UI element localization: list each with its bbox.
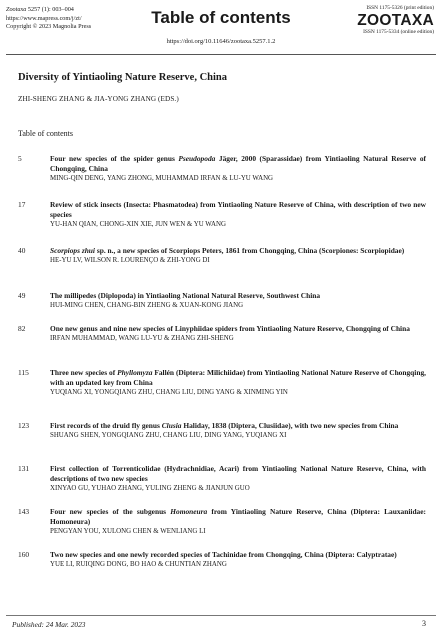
entry-authors: HE-YU LV, WILSON R. LOURENÇO & ZHI-YONG DI — [50, 256, 210, 264]
journal-info — [6, 6, 136, 32]
page-title: Table of contents — [151, 8, 291, 27]
volume-title: Diversity of Yintiaoling Nature Reserve, China — [18, 72, 228, 83]
copyright: Copyright © 2023 Magnolia Press — [6, 23, 92, 31]
entry-title: Two new species and one newly recorded species of Tachinidae from Chongqing, China (Diptera: Calyptratae) — [50, 550, 397, 559]
issn-online: ISSN 1175-5334 (online edition) — [363, 29, 434, 35]
entry-title: Four new species of the spider genus Pseudopoda Jäger, 2000 (Sparassidae) from Yintiaoling Natural Reserve of Chongqing, China — [50, 154, 426, 173]
zootaxa-logo: ZOOTAXA — [357, 12, 434, 29]
entry-page: 5 — [18, 154, 22, 163]
entry-title: First records of the druid fly genus Clusia Haliday, 1838 (Diptera, Clusiidae), with two new species from China — [50, 421, 399, 430]
footer-divider — [6, 615, 436, 616]
entry-authors: YU-HAN QIAN, CHONG-XIN XIE, JUN WEN & YU WANG — [50, 220, 226, 228]
doi-link[interactable]: https://doi.org/10.11646/zootaxa.5257.1.2 — [166, 38, 276, 45]
entry-title: Review of stick insects (Insecta: Phasmatodea) from Yintiaoling Nature Reserve of China, with description of two new species — [50, 200, 426, 219]
entry-page: 123 — [18, 421, 30, 430]
toc-heading: Table of contents — [18, 129, 73, 138]
published-date: Published: 24 Mar. 2023 — [12, 620, 86, 629]
entry-authors: SHUANG SHEN, YONGQIANG ZHU, CHANG LIU, DING YANG, YUQIANG XI — [50, 431, 287, 439]
entry-title: Three new species of Phyllomyza Fallén (Diptera: Milichiidae) from Yintiaoling National Nature Reserve of Chongqing, with an updated key from China — [50, 368, 426, 387]
entry-authors: YUQIANG XI, YONGQIANG ZHU, CHANG LIU, DING YANG & XINMING YIN — [50, 388, 288, 396]
entry-page: 160 — [18, 550, 30, 559]
journal-citation: Zootaxa 5257 (1): 003–004 — [6, 6, 74, 13]
header-center — [120, 8, 322, 45]
toc-entry[interactable] — [18, 421, 426, 440]
entry-page: 40 — [18, 246, 26, 255]
toc-entry[interactable] — [18, 368, 426, 397]
entry-page: 143 — [18, 507, 30, 516]
entry-authors: HUI-MING CHEN, CHANG-BIN ZHENG & XUAN-KONG JIANG — [50, 301, 244, 309]
entry-title: Scorpiops zhui sp. n., a new species of Scorpiops Peters, 1861 from Chongqing, China (Scorpiones: Scorpiopidae) — [50, 246, 405, 255]
journal-name: Zootaxa — [6, 6, 27, 13]
entry-title: First collection of Torrenticolidae (Hydrachnidiae, Acari) from Yintiaoling National Nature Reserve, China, with descriptions of two new species — [50, 464, 426, 483]
entry-page: 17 — [18, 200, 26, 209]
toc-entry[interactable] — [18, 507, 426, 536]
entry-authors: YUE LI, RUIQING DONG, BO HAO & CHUNTIAN ZHANG — [50, 560, 227, 568]
issn-print: ISSN 1175-5326 (print edition) — [366, 5, 434, 11]
journal-url[interactable]: https://www.mapress.com/j/zt/ — [6, 14, 82, 22]
entry-title: Four new species of the subgenus Homoneura from Yintiaoling Nature Reserve, China (Diptera: Lauxaniidae: Homoneura) — [50, 507, 426, 526]
toc-entry[interactable] — [18, 464, 426, 493]
entry-page: 49 — [18, 291, 26, 300]
entry-title: The millipedes (Diplopoda) in Yintiaoling National Natural Reserve, Southwest China — [50, 291, 321, 300]
entry-page: 131 — [18, 464, 30, 473]
toc-entry[interactable] — [18, 291, 426, 310]
entry-authors: IRFAN MUHAMMAD, WANG LU-YU & ZHANG ZHI-SHENG — [50, 334, 234, 342]
toc-entry[interactable] — [18, 550, 426, 569]
header-divider — [6, 54, 436, 55]
toc-entry[interactable] — [18, 324, 426, 343]
entry-authors: PENGYAN YOU, XULONG CHEN & WENLIANG LI — [50, 527, 206, 535]
entry-authors: MING-QIN DENG, YANG ZHONG, MUHAMMAD IRFAN & LU-YU WANG — [50, 174, 274, 182]
volume-editors: ZHI-SHENG ZHANG & JIA-YONG ZHANG (EDS.) — [18, 95, 179, 103]
entry-page: 115 — [18, 368, 29, 377]
entry-authors: XINYAO GU, YUHAO ZHANG, YULING ZHENG & JIANJUN GUO — [50, 484, 250, 492]
toc-entry[interactable] — [18, 246, 426, 265]
entry-title: One new genus and nine new species of Linyphiidae spiders from Yintiaoling Nature Reserve, Chongqing of China — [50, 324, 410, 333]
toc-entry[interactable] — [18, 154, 426, 183]
page-number: 3 — [422, 619, 426, 628]
toc-entry[interactable] — [18, 200, 426, 229]
entry-page: 82 — [18, 324, 26, 333]
issn-block — [338, 5, 434, 36]
